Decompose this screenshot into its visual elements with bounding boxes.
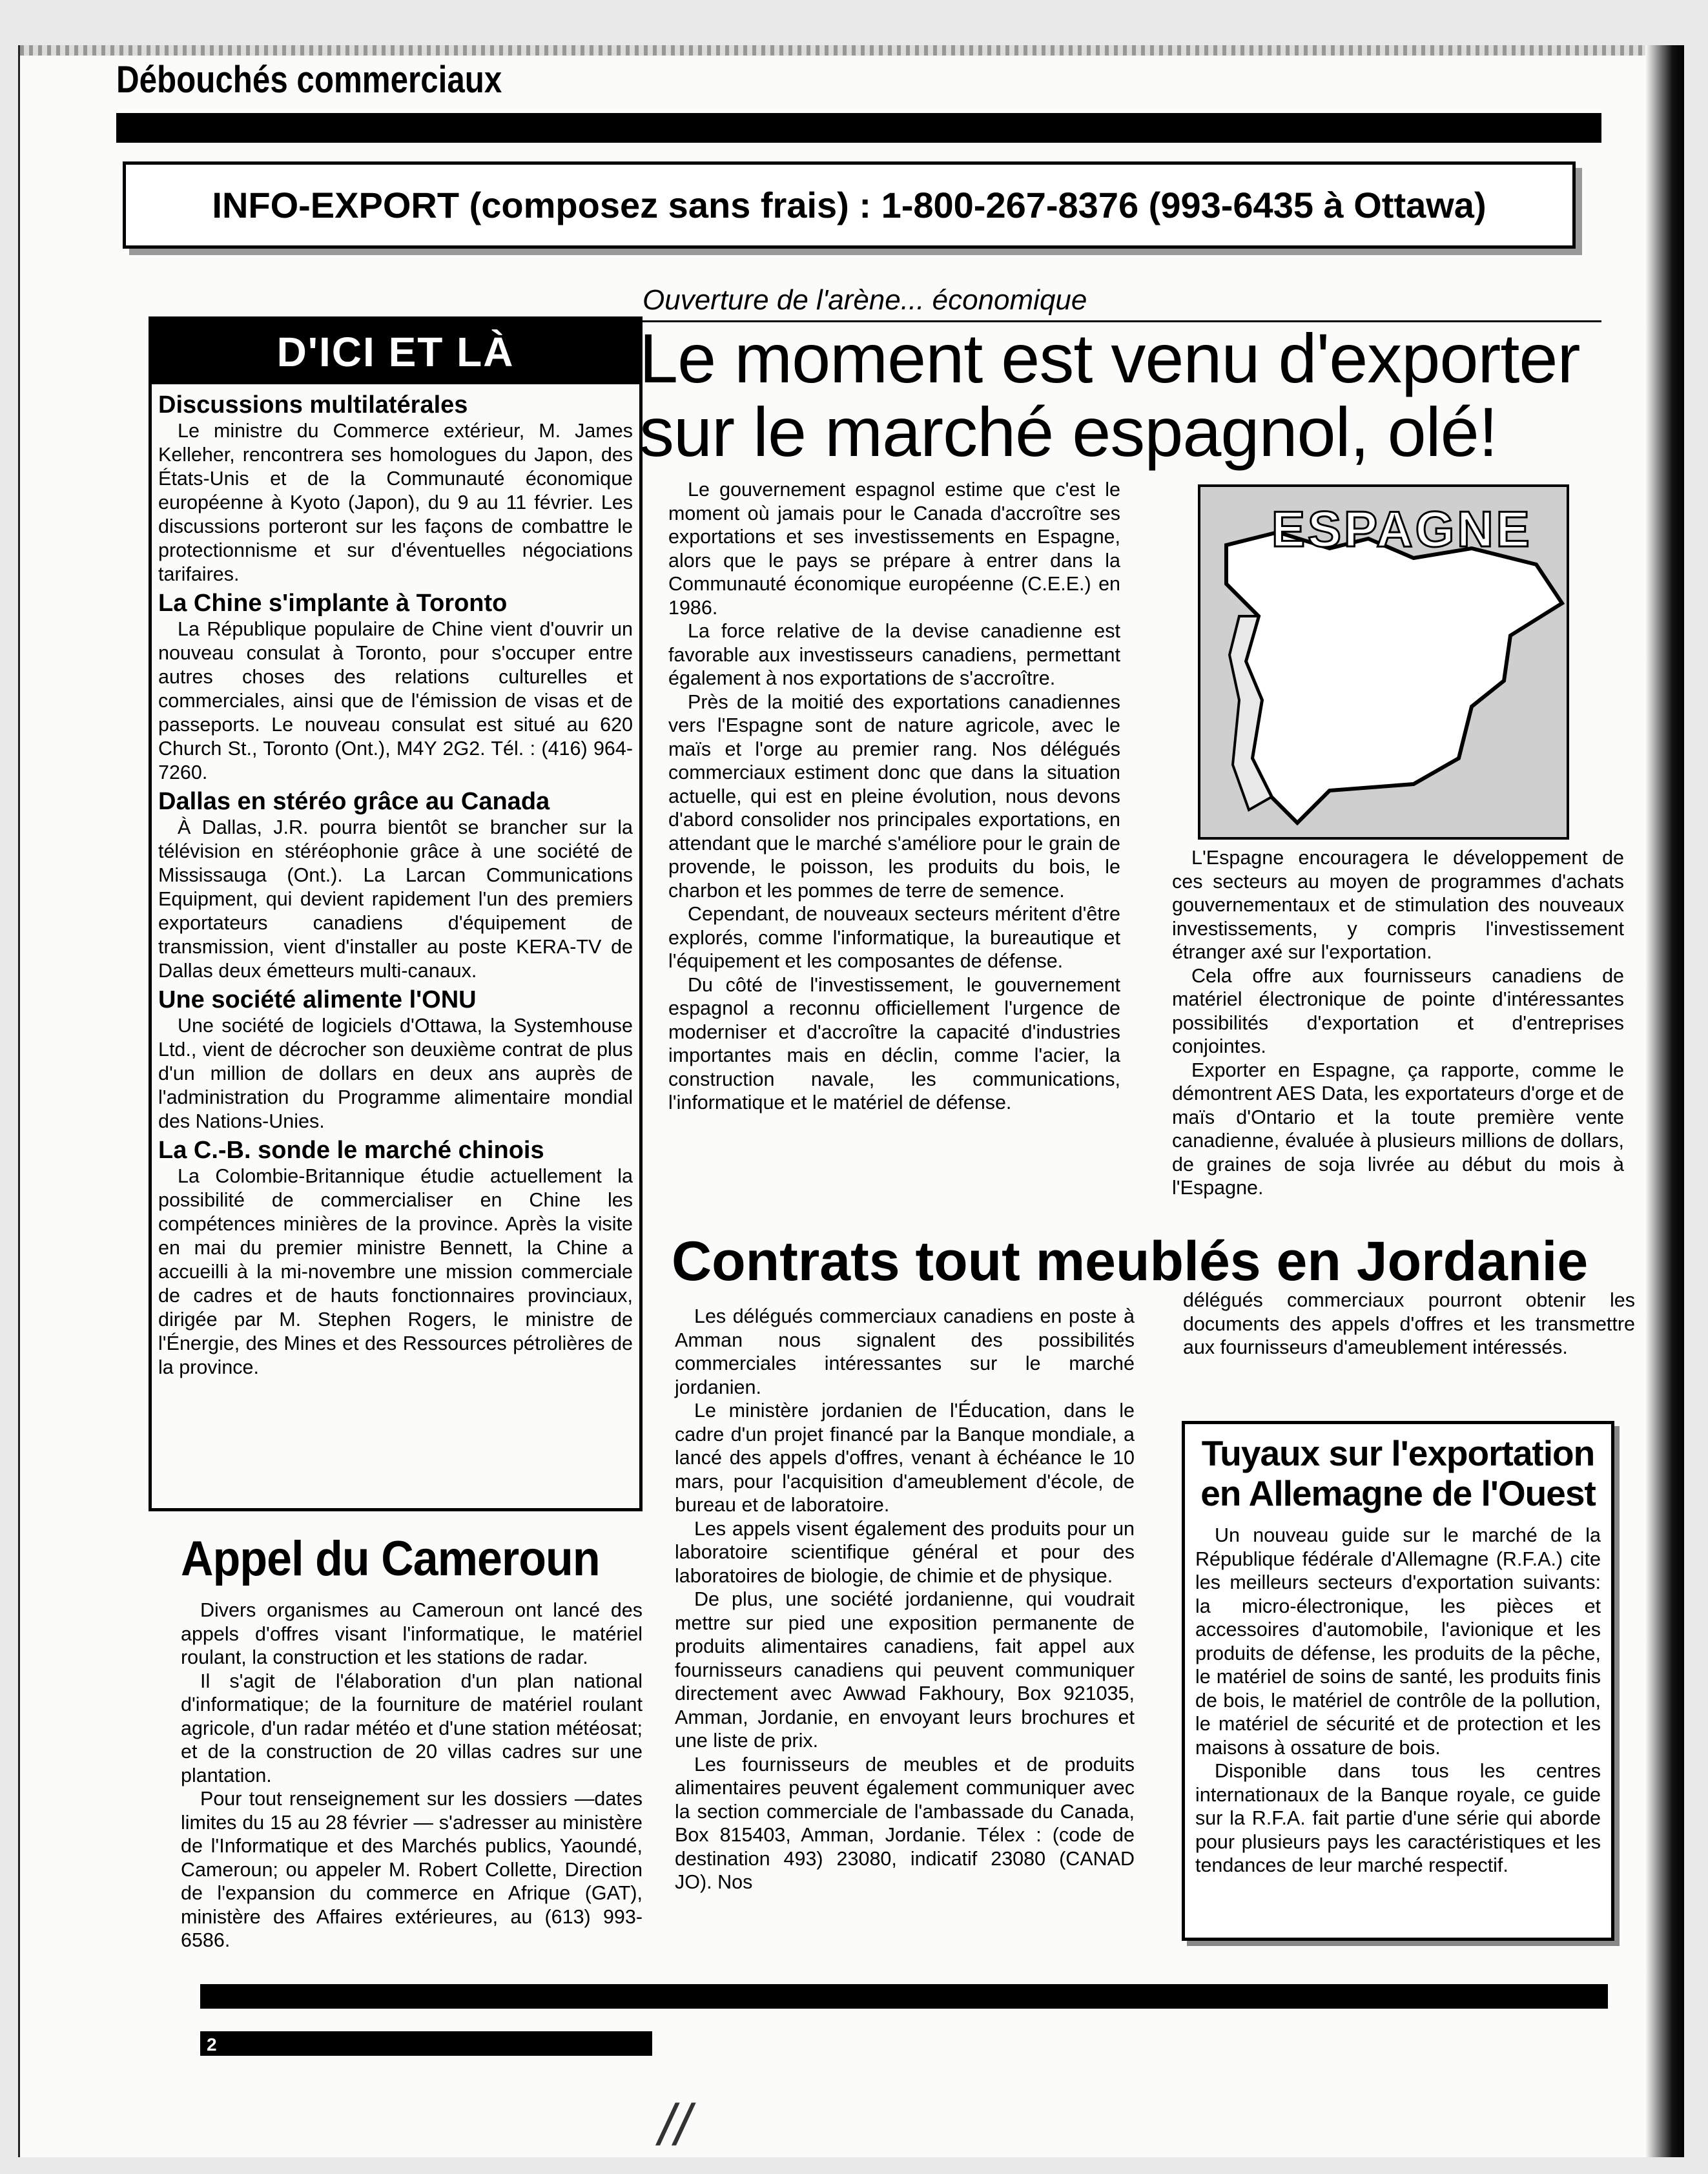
header-rule xyxy=(116,113,1601,143)
dici-body xyxy=(152,384,639,1383)
dici-text: La République populaire de Chine vient d'ouvrir un nouveau consulat à Toronto, pour s'occuper entre autres choses des relations culturelles et commerciales, ainsi que de l'émission de visas et de passeports. Le nouveau consulat est situé au 620 Church St., Toronto (Ont.), M4Y 2G2. Tél. : (416) 964-7260. xyxy=(158,618,633,783)
jordanie-column-2 xyxy=(1183,1289,1635,1360)
section-title: Débouchés commerciaux xyxy=(116,59,502,101)
paragraph: Cependant, de nouveaux secteurs méritent d'être explorés, comme l'informatique, la bureautique et l'équipement et les composantes de défense. xyxy=(668,903,1120,972)
dici-box xyxy=(149,316,643,1511)
paragraph: Le ministère jordanien de l'Éducation, dans le cadre d'un projet financé par la Banque mondiale, a lancé des appels d'offres, venant à échéance le 10 mars, pour l'acquisition d'ameublement d'école, de bureau et de laboratoire. xyxy=(675,1400,1135,1516)
paragraph: Les délégués commerciaux canadiens en poste à Amman nous signalent des possibilités commerciales intéressantes sur le marché jordanien. xyxy=(675,1305,1135,1398)
tuyaux-body xyxy=(1195,1524,1601,1878)
dici-title: D'ICI ET LÀ xyxy=(152,320,639,384)
cameroun-column xyxy=(181,1599,643,1952)
dici-heading: La C.-B. sonde le marché chinois xyxy=(158,1137,544,1164)
paragraph: L'Espagne encouragera le développement de ces secteurs au moyen de programmes d'achats gouvernementaux et de stimulation des nouveaux investissements, y compris l'investissement étranger axé sur l'exportation. xyxy=(1172,847,1624,963)
cameroun-headline: Appel du Cameroun xyxy=(181,1531,600,1586)
paragraph: Un nouveau guide sur le marché de la République fédérale d'Allemagne (R.F.A.) cite les meilleurs secteurs d'exportation suivants: la micro-électronique, les pièces et accessoires d'automobile, l'avionique et les produits de défense, les produits de la pêche, le matériel de soins de santé, les produits finis de bois, le matériel de contrôle de la pollution, le matériel de sécurité et de protection et les maisons à ossature de bois. xyxy=(1195,1524,1601,1759)
jordanie-headline: Contrats tout meublés en Jordanie xyxy=(672,1230,1589,1292)
tuyaux-box xyxy=(1182,1421,1614,1941)
paragraph: Cela offre aux fournisseurs canadiens de matériel électronique de pointe d'intéressantes possibilités d'exportation et d'entreprises conjointes. xyxy=(1172,964,1624,1057)
paragraph: Pour tout renseignement sur les dossiers —dates limites du 15 au 28 février — s'adresser au ministère de l'Informatique et des Marchés publics, Yaoundé, Cameroun; ou appeler M. Robert Collette, Direction de l'expansion du commerce en Afrique (GAT), ministère des Affaires extérieures, au (613) 993-6586. xyxy=(181,1788,643,1951)
pen-mark: // xyxy=(659,2093,692,2158)
paragraph: Disponible dans tous les centres internationaux de la Banque royale, ce guide sur la R.F.A. fait partie d'une série qui aborde pour plusieurs pays les caractéristiques et les tendances de leur marché respectif. xyxy=(1195,1760,1601,1876)
espagne-column-2 xyxy=(1172,846,1624,1200)
paragraph: Les appels visent également des produits pour un laboratoire scientifique général et pour des laboratoires de biologie, de chimie et de physique. xyxy=(675,1517,1135,1587)
dici-text: À Dallas, J.R. pourra bientôt se brancher sur la télévision en stéréophonie grâce à une société de Mississauga (Ont.). La Larcan Communications Equipment, qui devient rapidement l'un des premiers exportateurs canadiens d'équipement de transmission, vient d'installer au poste KERA-TV de Dallas deux émetteurs multi-canaux. xyxy=(158,816,633,982)
paragraph: De plus, une société jordanienne, qui voudrait mettre sur pied une exposition permanente de produits alimentaires canadiens, fait appel aux fournisseurs canadiens qui peuvent communiquer directement avec Awwad Fakhoury, Box 921035, Amman, Jordanie, en envoyant leurs brochures et une liste de prix. xyxy=(675,1588,1135,1752)
dici-heading: Une société alimente l'ONU xyxy=(158,986,477,1013)
dici-text: La Colombie-Britannique étudie actuellement la possibilité de commercialiser en Chine les compétences minières de la province. Après la visite en mai du premier ministre Bennett, la Chine a accueilli à la mi-novembre une mission commerciale de cadres et de hauts fonctionnaires provinciaux, dirigée par M. Stephen Rogers, le ministre de l'Énergie, des Mines et des Ressources pétrolières de la province. xyxy=(158,1165,633,1378)
tuyaux-title: Tuyaux sur l'exportation en Allemagne de l'Ouest xyxy=(1200,1433,1596,1513)
paragraph: Près de la moitié des exportations canadiennes vers l'Espagne sont de nature agricole, avec le maïs et l'orge au premier rang. Nos délégués commerciaux estiment donc que dans la situation actuelle, qui est en pleine évolution, nous devons d'abord consolider nos principales exportations, en attendant que le marché s'améliore pour le grain de provende, le poisson, les produits du bois, le charbon et les pommes de terre de semence. xyxy=(668,690,1120,902)
paragraph: Il s'agit de l'élaboration d'un plan national d'informatique; de la fourniture de matériel roulant agricole, d'un radar météo et d'une station météosat; et de la construction de 20 villas cadres sur une plantation. xyxy=(181,1670,643,1786)
espagne-kicker: Ouverture de l'arène... économique xyxy=(643,284,1087,316)
dici-text: Le ministre du Commerce extérieur, M. James Kelleher, rencontrera ses homologues du Japon, des États-Unis et de la Communauté économique européenne à Kyoto (Japon), du 9 au 11 février. Les discussions porteront sur les façons de combattre le protectionnisme et sur d'éventuelles négociations tarifaires. xyxy=(158,420,633,585)
paragraph: Du côté de l'investissement, le gouvernement espagnol a reconnu officiellement l'urgence de moderniser et d'accroître la capacité d'industries importantes mais en déclin, comme l'acier, la construction navale, les communications, l'informatique et le matériel de défense. xyxy=(668,973,1120,1113)
banner-text: INFO-EXPORT (composez sans frais) : 1-800-267-8376 (993-6435 à Ottawa) xyxy=(212,185,1487,225)
paragraph: La force relative de la devise canadienne est favorable aux investisseurs canadiens, permettant également à nos exportations de s'accroître. xyxy=(668,620,1120,689)
dici-heading: La Chine s'implante à Toronto xyxy=(158,590,508,617)
dici-heading: Discussions multilatérales xyxy=(158,391,468,419)
paragraph: Les fournisseurs de meubles et de produits alimentaires peuvent également communiquer avec la section commerciale de l'ambassade du Canada, Box 815403, Amman, Jordanie. Télex : (code de destination 493) 23080, indicatif 23080 (CANAD JO). Nos xyxy=(675,1753,1135,1893)
page-number: 2 xyxy=(207,2034,217,2055)
paragraph: délégués commerciaux pourront obtenir les documents des appels d'offres et les transmettre aux fournisseurs d'ameublement intéressés. xyxy=(1183,1289,1635,1358)
info-export-banner xyxy=(123,161,1576,249)
page-edge-shadow xyxy=(1645,45,1684,2157)
dici-text: Une société de logiciels d'Ottawa, la Systemhouse Ltd., vient de décrocher son deuxième contrat de plus d'un million de dollars en deux ans auprès de l'administration du Programme alimentaire mondial des Nations-Unies. xyxy=(158,1015,633,1132)
footer-rule xyxy=(200,1984,1608,2009)
map-label: ESPAGNE xyxy=(1271,501,1532,557)
jordanie-column-1 xyxy=(675,1305,1135,1894)
footer-rule-page xyxy=(200,2031,652,2056)
espagne-headline: Le moment est venu d'exporter sur le marché espagnol, olé! xyxy=(639,319,1580,471)
dici-heading: Dallas en stéréo grâce au Canada xyxy=(158,788,550,815)
spain-map-illustration xyxy=(1198,484,1569,840)
paragraph: Le gouvernement espagnol estime que c'est le moment où jamais pour le Canada d'accroître ses exportations et ses investissements en Espagne, alors que le pays se prépare à entrer dans la Communauté économique européenne (C.E.E.) en 1986. xyxy=(668,479,1120,619)
paragraph: Exporter en Espagne, ça rapporte, comme le démontrent AES Data, les exportateurs d'orge et de maïs d'Ontario et la toute première vente canadienne, évaluée à plusieurs millions de dollars, de graines de soja livrée au début du mois à l'Espagne. xyxy=(1172,1059,1624,1199)
espagne-column-1 xyxy=(668,478,1120,1115)
paragraph: Divers organismes au Cameroun ont lancé des appels d'offres visant l'informatique, le matériel roulant, la construction et les stations de radar. xyxy=(181,1599,643,1668)
